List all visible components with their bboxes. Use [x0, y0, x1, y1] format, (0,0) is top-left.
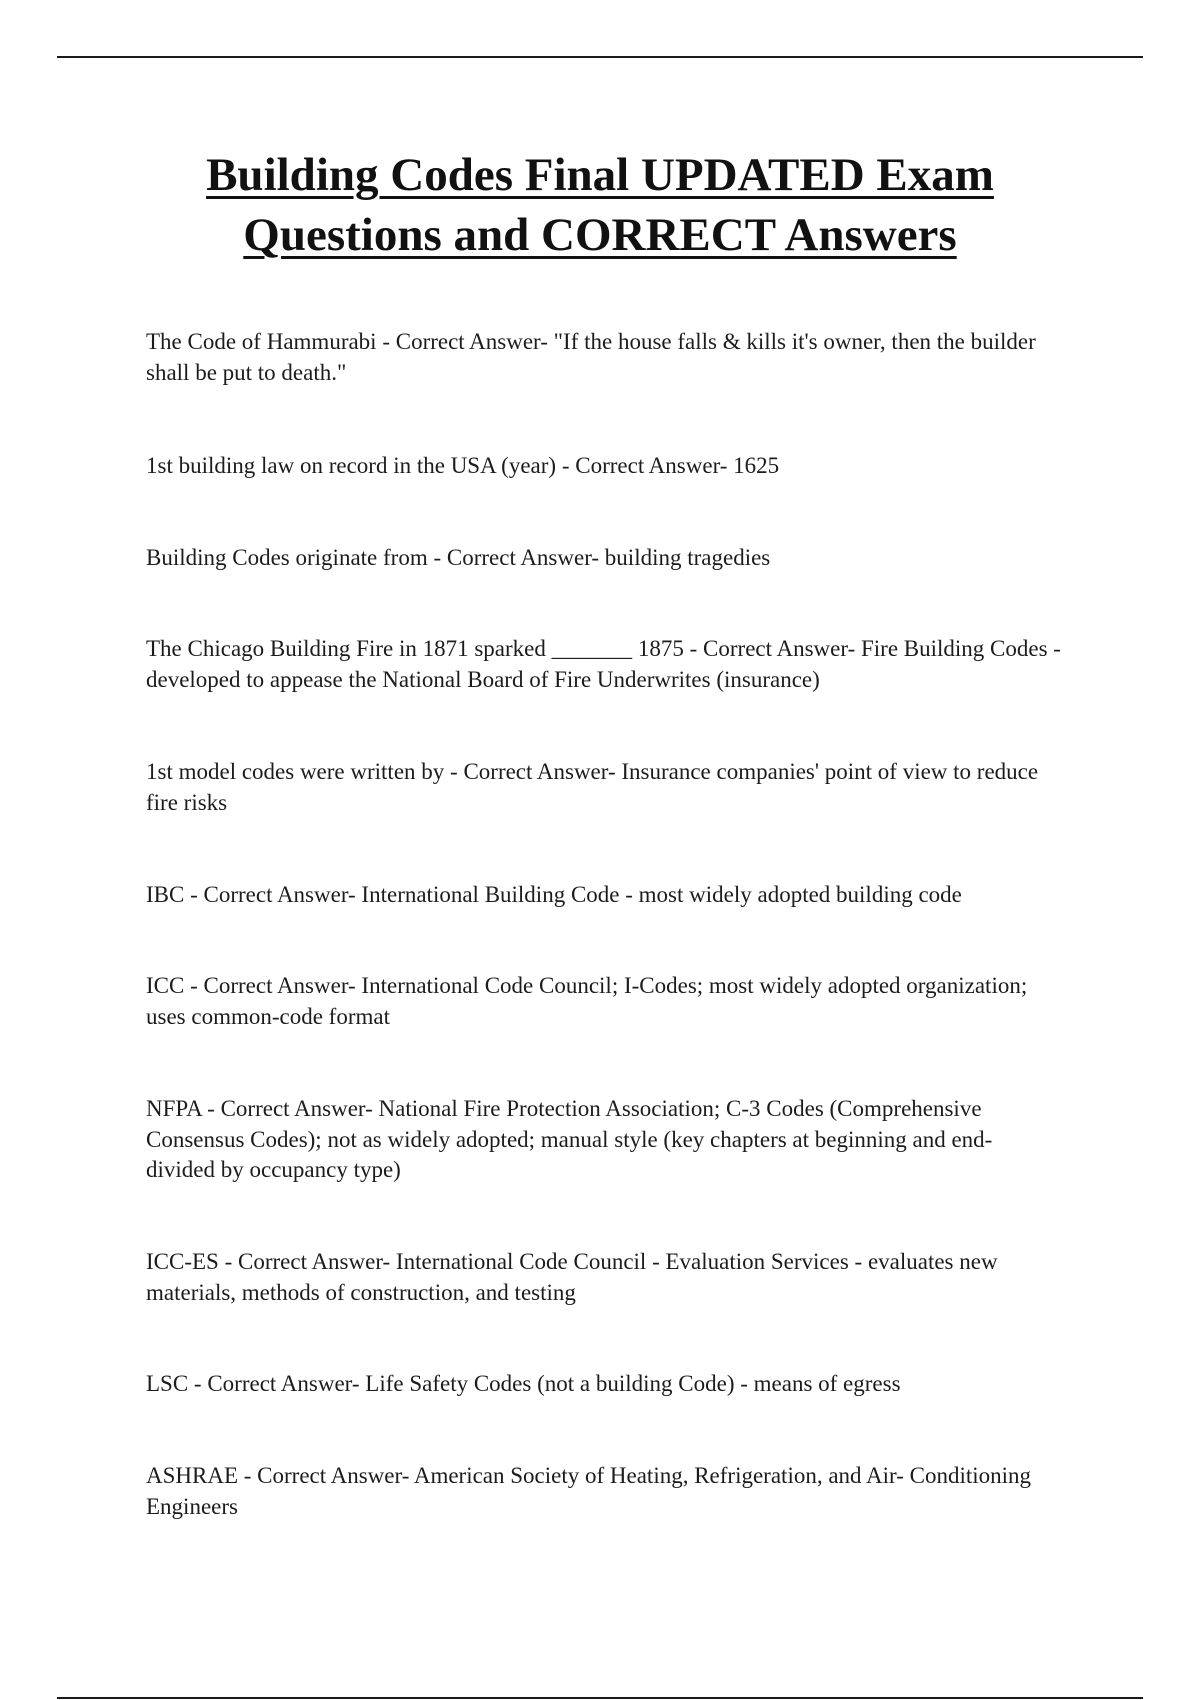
qa-entry-ibc: IBC - Correct Answer- International Building Code - most widely adopted building code [146, 882, 962, 907]
qa-entry-nfpa: NFPA - Correct Answer- National Fire Protection Association; C-3 Codes (Comprehensive Consensus Codes); not as widely adopted; manual style (key chapters at beginning and end- divided by occupancy type) [146, 1096, 993, 1182]
qa-entry-hammurabi: The Code of Hammurabi - Correct Answer- "If the house falls & kills it's owner, then the builder shall be put to death." [146, 329, 1036, 385]
qa-entry-chicago-fire: The Chicago Building Fire in 1871 sparked _______ 1875 - Correct Answer- Fire Building Codes - developed to appease the National Board of Fire Underwrites (insurance) [146, 636, 1061, 692]
top-divider [57, 56, 1143, 58]
page-title [0, 145, 1200, 265]
title-line-1: Building Codes Final UPDATED Exam [206, 149, 994, 201]
qa-entry-lsc: LSC - Correct Answer- Life Safety Codes (not a building Code) - means of egress [146, 1371, 901, 1396]
qa-entry-codes-origin: Building Codes originate from - Correct Answer- building tragedies [146, 545, 771, 570]
qa-entry-ashrae: ASHRAE - Correct Answer- American Society of Heating, Refrigeration, and Air- Conditioning Engineers [146, 1463, 1032, 1519]
qa-entry-icc-es: ICC-ES - Correct Answer- International Code Council - Evaluation Services - evaluates new materials, methods of construction, and testing [146, 1249, 998, 1305]
bottom-divider [57, 1697, 1143, 1699]
qa-entry-model-codes: 1st model codes were written by - Correct Answer- Insurance companies' point of view to reduce fire risks [146, 759, 1039, 815]
qa-entry-icc: ICC - Correct Answer- International Code Council; I-Codes; most widely adopted organization; uses common-code format [146, 973, 1028, 1029]
qa-entry-first-building-law: 1st building law on record in the USA (year) - Correct Answer- 1625 [146, 453, 780, 478]
title-line-2: Questions and CORRECT Answers [243, 209, 957, 261]
